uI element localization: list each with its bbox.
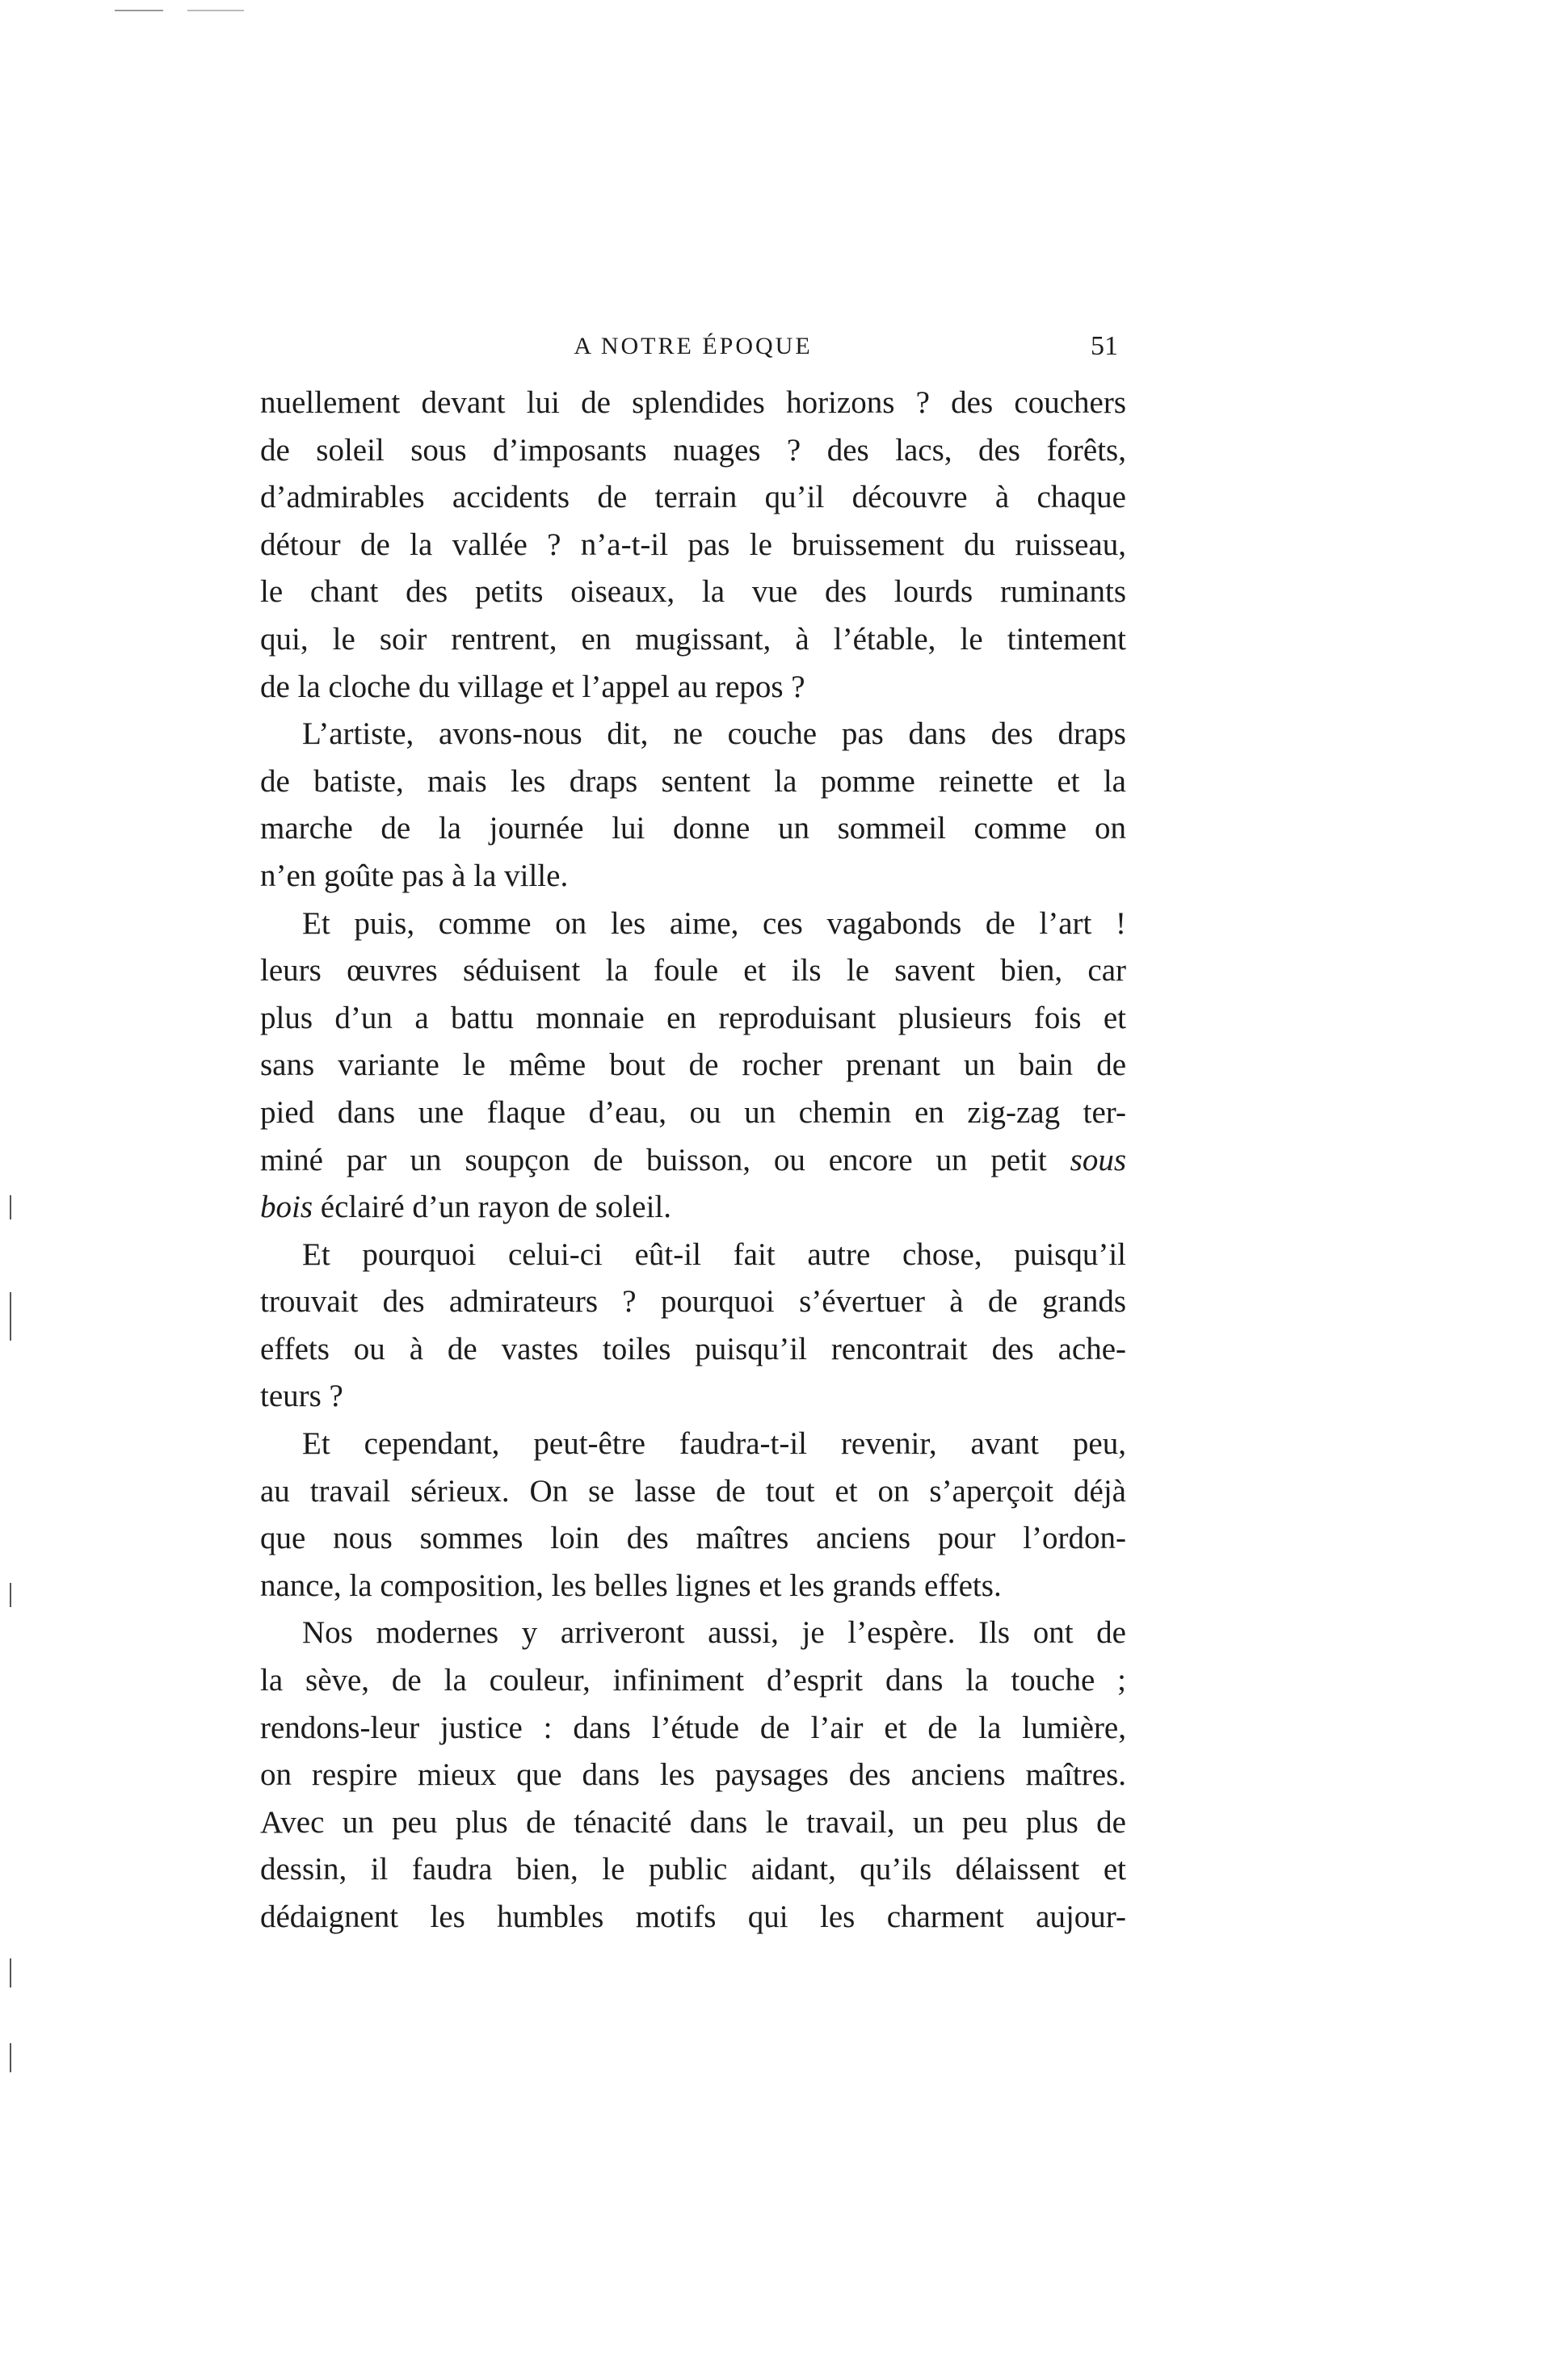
text-line: qui, le soir rentrent, en mugissant, à l’étable, le tintement bbox=[260, 621, 1126, 657]
italic-word: sous bbox=[1070, 1142, 1126, 1177]
text-line: Et pourquoi celui-ci eût-il fait autre chose, puisqu’il bbox=[302, 1236, 1126, 1272]
running-title: A NOTRE ÉPOQUE bbox=[574, 333, 813, 359]
page-number: 51 bbox=[1091, 331, 1118, 361]
text-line: n’en goûte pas à la ville. bbox=[260, 858, 569, 893]
text-line: effets ou à de vastes toiles puisqu’il rencontrait des ache- bbox=[260, 1331, 1126, 1366]
scan-mark bbox=[10, 2043, 11, 2072]
body-text bbox=[260, 380, 1126, 1941]
text-line: L’artiste, avons-nous dit, ne couche pas dans des draps bbox=[302, 716, 1126, 752]
text-line: Avec un peu plus de ténacité dans le travail, un peu plus de bbox=[260, 1804, 1126, 1840]
text-line: nance, la composition, les belles lignes et les grands effets. bbox=[260, 1568, 1002, 1603]
text-line: pied dans une flaque d’eau, ou un chemin en zig-zag ter- bbox=[260, 1094, 1126, 1130]
text-line: plus d’un a battu monnaie en reproduisant plusieurs fois et bbox=[260, 1000, 1126, 1035]
text-line: teurs ? bbox=[260, 1379, 343, 1414]
scan-mark bbox=[115, 10, 163, 11]
text-line: rendons-leur justice : dans l’étude de l’air et de la lumière, bbox=[260, 1710, 1126, 1745]
text-line-part: miné par un soupçon de buisson, ou encore un petit bbox=[260, 1142, 1047, 1177]
text-line: détour de la vallée ? n’a-t-il pas le bruissement du ruisseau, bbox=[260, 527, 1126, 562]
text-line: d’admirables accidents de terrain qu’il découvre à chaque bbox=[260, 480, 1126, 515]
text-line: marche de la journée lui donne un sommeil comme on bbox=[260, 811, 1126, 846]
text-line: Nos modernes y arriveront aussi, je l’espère. Ils ont de bbox=[302, 1615, 1126, 1651]
text-line: leurs œuvres séduisent la foule et ils le savent bien, car bbox=[260, 953, 1126, 989]
scan-mark bbox=[10, 1583, 11, 1607]
text-line-with-italic bbox=[260, 1184, 1126, 1232]
text-line: au travail sérieux. On se lasse de tout et on s’aperçoit déjà bbox=[260, 1473, 1126, 1509]
running-head bbox=[260, 331, 1126, 371]
scan-mark bbox=[10, 1292, 11, 1341]
text-line: la sève, de la couleur, infiniment d’esprit dans la touche ; bbox=[260, 1663, 1126, 1698]
text-line: on respire mieux que dans les paysages des anciens maîtres. bbox=[260, 1757, 1126, 1793]
text-line-part: éclairé d’un rayon de soleil. bbox=[320, 1190, 672, 1225]
text-line: que nous sommes loin des maîtres anciens pour l’ordon- bbox=[260, 1521, 1126, 1556]
scan-mark bbox=[10, 1958, 11, 1988]
text-line: nuellement devant lui de splendides horizons ? des couchers bbox=[260, 385, 1126, 420]
text-line-with-italic bbox=[260, 1137, 1126, 1185]
text-line: de soleil sous d’imposants nuages ? des lacs, des forêts, bbox=[260, 432, 1126, 468]
italic-word: bois bbox=[260, 1190, 313, 1225]
text-line: trouvait des admirateurs ? pourquoi s’évertuer à de grands bbox=[260, 1284, 1126, 1320]
text-line: le chant des petits oiseaux, la vue des lourds ruminants bbox=[260, 574, 1126, 610]
text-line: Et puis, comme on les aime, ces vagabonds de l’art ! bbox=[302, 905, 1126, 941]
text-line: dessin, il faudra bien, le public aidant, qu’ils délaissent et bbox=[260, 1852, 1126, 1887]
text-line: Et cependant, peut-être faudra-t-il revenir, avant peu, bbox=[302, 1426, 1126, 1462]
text-line: sans variante le même bout de rocher prenant un bain de bbox=[260, 1047, 1126, 1083]
text-line: de batiste, mais les draps sentent la pomme reinette et la bbox=[260, 763, 1126, 799]
text-line: dédaignent les humbles motifs qui les charment aujour- bbox=[260, 1899, 1126, 1934]
scan-mark bbox=[10, 1195, 11, 1219]
scan-mark bbox=[187, 10, 244, 11]
text-line: de la cloche du village et l’appel au repos ? bbox=[260, 669, 805, 704]
